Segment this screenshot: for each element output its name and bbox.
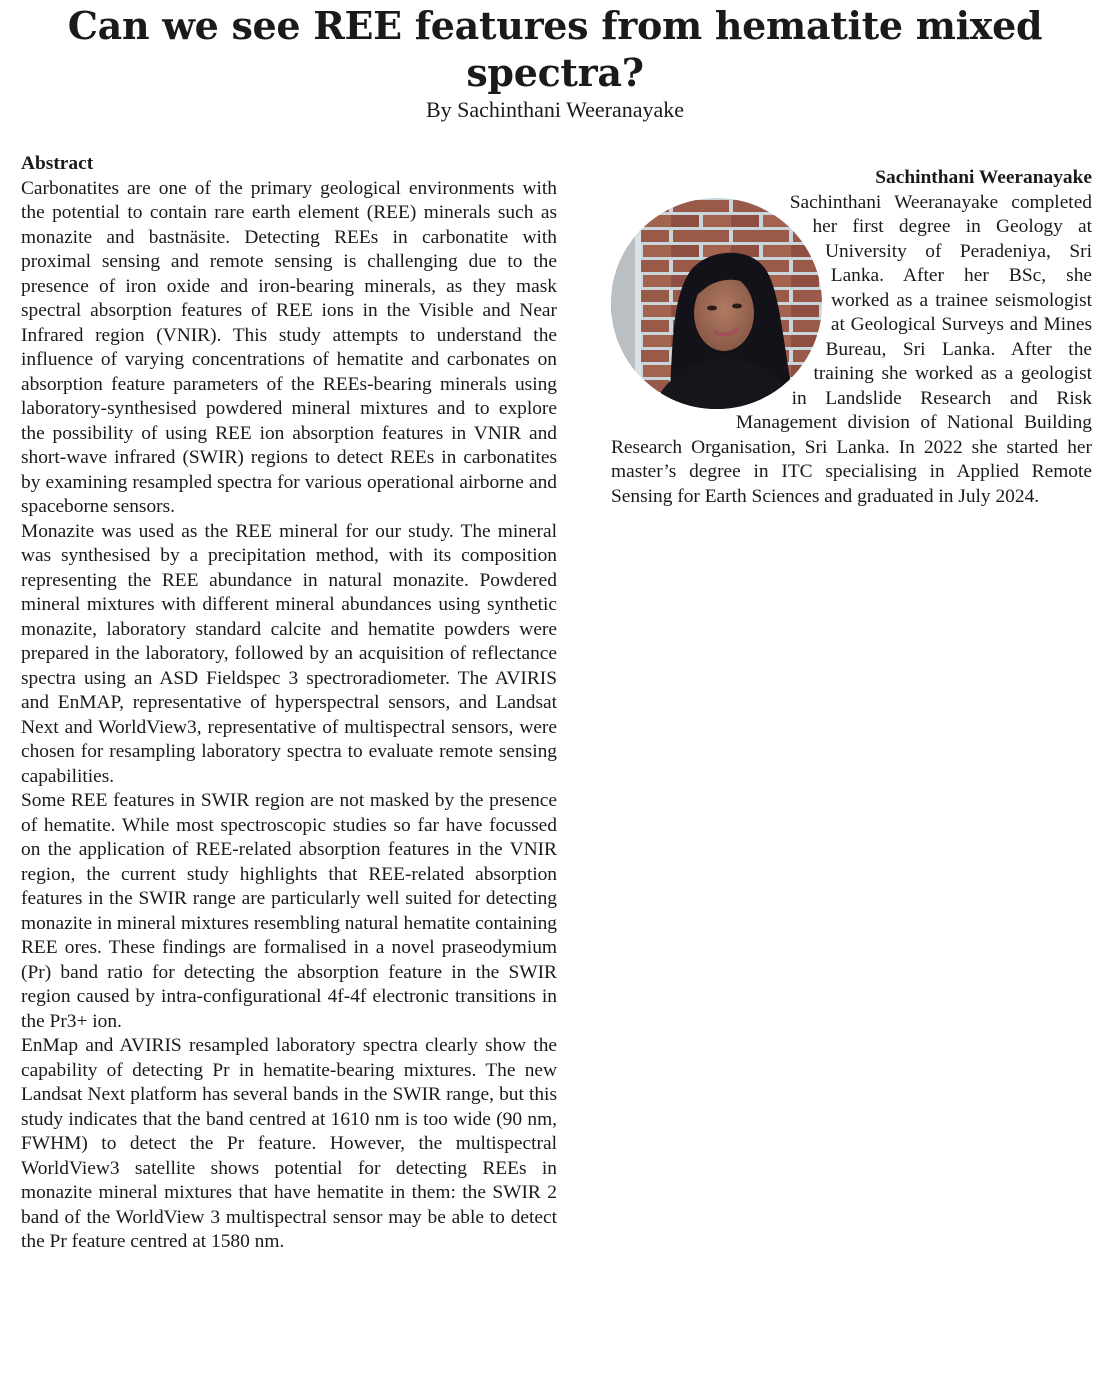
author-byline: By Sachinthani Weeranayake xyxy=(425,97,685,122)
abstract-paragraph: EnMap and AVIRIS resampled laboratory spectra clearly show the capability of detecting Pr in hematite-bearing mixtures. The new Landsat Next platform has several bands in the SWIR range, but this study indicates that the band centred at 1610 nm is too wide (90 nm, FWHM) to detect the Pr feature. However, the multispectral WorldView3 satellite shows potential for detecting REEs in monazite mineral mixtures that have hematite in them: the SWIR 2 band of the WorldView 3 multispectral sensor may be able to detect the Pr feature centred at 1580 nm. xyxy=(21,1035,557,1252)
abstract-heading: Abstract xyxy=(21,153,94,174)
abstract-paragraph: Some REE features in SWIR region are not masked by the presence of hematite. While most spectroscopic studies so far have focussed on the application of REE-related absorption features in the VNIR region, the current study highlights that REE-related absorption features in the SWIR range are particularly well suited for detecting monazite in mineral mixtures resembling natural hematite containing REE ores. These findings are formalised in a novel praseodymium (Pr) band ratio for detecting the absorption feature in the SWIR region caused by intra-configurational 4f-4f electronic transitions in the Pr3+ ion. xyxy=(21,790,557,1032)
bio-text: Sachinthani Weeranayake completed her first degree in Geology at University of Peradeniya, Sri Lanka. After her BSc, she worked as a trainee seismologist at Geological Surveys and Mines Bureau, Sri Lanka. After the training she worked as a geologist in Landslide Research and Risk Management division of National Building Research Organisation, Sri Lanka. In 2022 she started her master’s degree in ITC specialising in Applied Remote Sensing for Earth Sciences and graduated in July 2024. xyxy=(611,191,1092,507)
portrait-illustration xyxy=(611,198,822,409)
author-photo xyxy=(611,198,822,409)
paper-title: Can we see REE features from hematite mixed spectra? xyxy=(67,3,1043,95)
abstract-section xyxy=(21,152,557,1255)
author-bio-section xyxy=(611,166,1092,509)
abstract-paragraph: Carbonatites are one of the primary geological environments with the potential to contain rare earth element (REE) minerals such as monazite and bastnäsite. Detecting REEs in carbonatite with proximal sensing and remote sensing is challenging due to the presence of iron oxide and iron-bearing minerals, as they mask spectral absorption features of REE ions in the Visible and Near Infrared region (VNIR). This study attempts to understand the influence of varying concentrations of hematite and carbonates on absorption feature parameters of the REEs-bearing minerals using laboratory-synthesised powdered mineral mixtures and to explore the possibility of using REE ion absorption features in VNIR and short-wave infrared (SWIR) regions to detect REEs in carbonatites by examining resampled spectra for various operational airborne and spaceborne sensors. xyxy=(21,177,557,517)
abstract-paragraph: Monazite was used as the REE mineral for our study. The mineral was synthesised by a precipitation method, with its composition representing the REE abundance in natural monazite. Powdered mineral mixtures with different mineral abundances using synthetic monazite, laboratory standard calcite and hematite powders were prepared in the laboratory, followed by an acquisition of reflectance spectra using an ASD Fieldspec 3 spectroradiometer. The AVIRIS and EnMAP, representative of hyperspectral sensors, and Landsat Next and WorldView3, representative of multispectral sensors, were chosen for resampling laboratory spectra to evaluate remote sensing capabilities. xyxy=(21,520,557,787)
bio-name: Sachinthani Weeranayake xyxy=(875,167,1092,188)
